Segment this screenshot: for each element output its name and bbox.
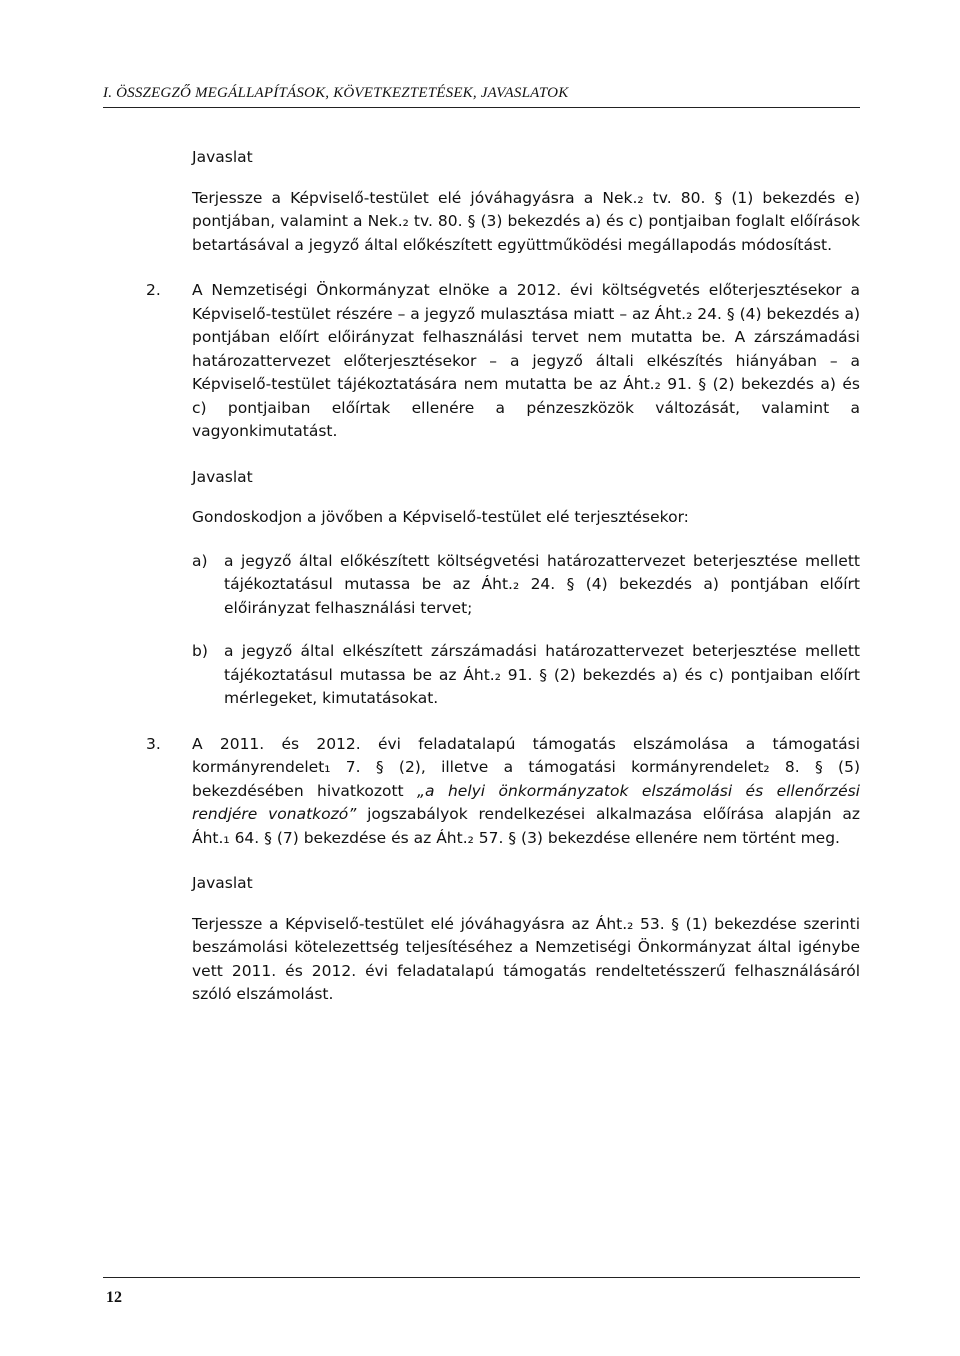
sub-item-b xyxy=(192,640,860,711)
sub-item-b-mark: b) xyxy=(192,642,208,660)
javaslat-label-1: Javaslat xyxy=(192,148,253,166)
finding-3-text-before: A 2011. és 2012. évi feladatalapú támogatás elszámolása a támogatási kormányrendelet₁ 7. § (2), illetve a támogatási kormányrendelet₂ 8. § (5) bekezdésében hivatkozott xyxy=(192,734,860,800)
running-header: I. ÖSSZEGZŐ MEGÁLLAPÍTÁSOK, KÖVETKEZTETÉSEK, JAVASLATOK xyxy=(103,85,860,108)
javaslat-label-3: Javaslat xyxy=(192,874,253,892)
javaslat-label-2: Javaslat xyxy=(192,467,253,486)
sub-item-b-text: a jegyző által elkészített zárszámadási határozattervezet beterjesztése mellett tájékoztatásul mutassa be az Áht.₂ 91. § (2) bekezdés a) és c) pontjaiban előírt mérlegeket, kimutatásokat. xyxy=(224,642,860,707)
sub-item-a-mark: a) xyxy=(192,551,208,570)
javaslat-text-1: Terjessze a Képviselő-testület elé jóváhagyásra a Nek.₂ tv. 80. § (1) bekezdés e) pontjában, valamint a Nek.₂ tv. 80. § (3) bekezdés a) és c) pontjaiban foglalt előírások betartásával a jegyző által előkészített együttműködési megállapodás módosítást. xyxy=(192,188,860,254)
finding-3-number: 3. xyxy=(146,734,161,753)
javaslat-intro-2: Gondoskodjon a jövőben a Képviselő-testület elé terjesztésekor: xyxy=(192,508,689,526)
javaslat-text-3: Terjessze a Képviselő-testület elé jóváhagyásra az Áht.₂ 53. § (1) bekezdése szerinti beszámolási kötelezettség teljesítéséhez a Nemzetiségi Önkormányzat által igénybe vett 2011. és 2012. évi feladatalapú támogatás rendeltetésszerű felhasználásáról szóló elszámolást. xyxy=(192,914,860,1003)
finding-2 xyxy=(146,279,860,444)
page-number: 12 xyxy=(106,1289,122,1306)
sub-item-a-text: a jegyző által előkészített költségvetési határozattervezet beterjesztése mellett tájékoztatásul mutassa be az Áht.₂ 24. § (4) bekezdés a) pontjában előírt előirányzat felhasználási tervet; xyxy=(224,551,860,617)
finding-3-quote: „a helyi önkormányzatok elszámolási és ellenőrzési rendjére vonatkozó” xyxy=(192,781,860,823)
sub-item-a xyxy=(192,550,860,621)
document-body xyxy=(146,146,860,1007)
finding-2-text: A Nemzetiségi Önkormányzat elnöke a 2012. évi költségvetés előterjesztésekor a Képviselő-testület részére – a jegyző mulasztása miatt – az Áht.₂ 24. § (4) bekezdés a) pontjában előírt előirányzat felhasználási tervet nem mutatta be. A zárszámadási határozattervezet előterjesztésekor – a jegyző általi elkészítés hiányában – a Képviselő-testület tájékoztatására nem mutatta be az Áht.₂ 91. § (2) bekezdés a) és c) pontjaiban előírtak ellenére a pénzeszközök változását, valamint a vagyonkimutatást. xyxy=(192,281,860,440)
finding-3-text-after: jogszabályok rendelkezései alkalmazása előírása alapján az Áht.₁ 64. § (7) bekezdése és az Áht.₂ 57. § (3) bekezdése ellenére nem történt meg. xyxy=(192,805,860,847)
footer-rule xyxy=(103,1277,860,1278)
finding-3-text xyxy=(192,733,860,851)
finding-3 xyxy=(146,733,860,851)
finding-2-number: 2. xyxy=(146,281,161,299)
